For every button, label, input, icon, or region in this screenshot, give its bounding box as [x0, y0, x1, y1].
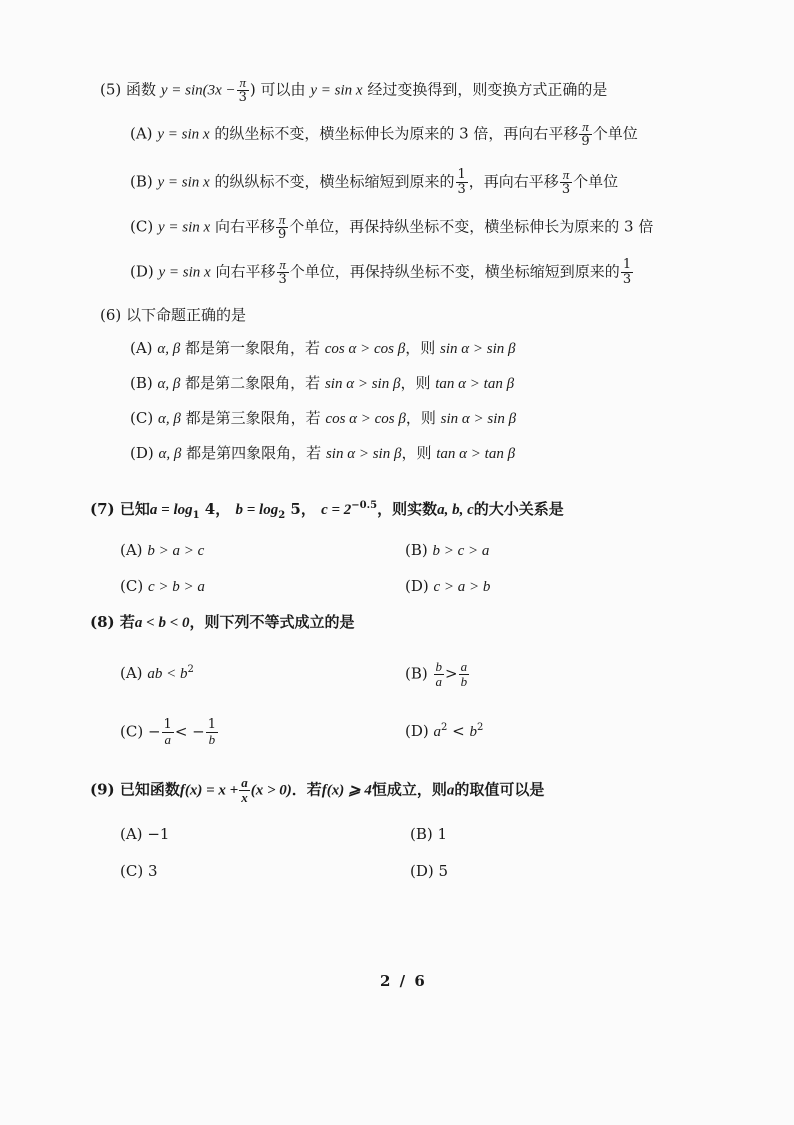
fraction [162, 718, 174, 747]
formula: y = sin x [310, 82, 363, 99]
fraction-denominator: 9 [277, 227, 287, 242]
fraction-numerator: 1 [163, 717, 172, 732]
question-9-stem [90, 776, 544, 805]
option-value: 3 [147, 862, 158, 880]
formula: sin α > sin β [325, 446, 402, 462]
fraction [277, 258, 289, 287]
formula: α, β [157, 376, 181, 392]
fraction-denominator: 3 [561, 182, 571, 197]
option-text: 的纵坐标不变，横坐标伸长为原来的 3 倍，再向右平移 [214, 124, 579, 143]
option-text: 都是第二象限角，若 [185, 374, 321, 392]
question-number: (5) [100, 80, 122, 99]
fraction-denominator: a [435, 674, 443, 689]
fraction [434, 660, 445, 689]
fraction [237, 76, 249, 105]
exponent: 2 [441, 722, 448, 733]
formula: a [446, 782, 455, 799]
option-text: ，则 [405, 339, 436, 357]
formula: a, b, c [437, 502, 474, 518]
option-label: (B) [405, 664, 428, 683]
option-label: (C) [120, 862, 144, 880]
option-label: (B) [130, 374, 153, 392]
formula: ab < b [147, 666, 188, 682]
fraction [239, 776, 250, 805]
fraction-denominator: 9 [581, 134, 590, 149]
option-text: 都是第四象限角，若 [186, 444, 322, 462]
page-number: 2 / 6 [380, 972, 427, 990]
formula: (x > 0) [250, 782, 292, 799]
option-label: (A) [120, 541, 143, 559]
fraction [276, 213, 288, 242]
option-label: (C) [120, 577, 144, 595]
option-text: 个单位 [592, 124, 638, 143]
fraction [621, 258, 633, 287]
formula: tan α > tan β [435, 376, 515, 392]
question-5-stem [100, 76, 607, 105]
exponent: 2 [187, 664, 194, 675]
stem-text: ，则实数 [377, 500, 438, 518]
exponent: −0.5 [351, 500, 378, 511]
question-number: (8) [90, 613, 115, 631]
option-text: 个单位 [573, 172, 619, 191]
stem-text: 恒成立，则 [371, 780, 447, 799]
stem-text: 已知 [119, 500, 150, 518]
formula: sin α > sin β [440, 341, 516, 357]
option-label: (D) [410, 862, 434, 880]
option-text: 个单位，再保持纵坐标不变，横坐标缩短到原来的 [289, 262, 620, 281]
fraction-denominator: x [241, 790, 248, 805]
fraction-numerator: 1 [622, 257, 632, 272]
option-label: (A) [130, 124, 153, 143]
option-label: (B) [405, 541, 428, 559]
formula: f(x) = x + [179, 782, 239, 799]
formula: b = log [235, 502, 279, 518]
question-7-option-d [405, 576, 490, 597]
option-text: 都是第三象限角，若 [185, 409, 321, 427]
option-text: ，则 [401, 444, 432, 462]
question-9-option-d [410, 861, 448, 881]
operator: < [447, 722, 470, 740]
fraction [456, 168, 468, 197]
option-label: (D) [405, 577, 429, 595]
formula: sin α > sin β [324, 376, 401, 392]
question-9-option-b [410, 824, 447, 844]
stem-text: ， [215, 500, 236, 518]
formula: f(x) ⩾ 4 [321, 782, 372, 799]
fraction-numerator: 1 [207, 717, 217, 732]
formula: 4 [199, 500, 216, 518]
formula: α, β [157, 341, 181, 357]
question-5-option-b [130, 168, 618, 197]
stem-text: ．若 [291, 780, 322, 799]
stem-text: ) 可以由 [249, 80, 306, 99]
formula: b > a > c [147, 543, 205, 559]
option-text: ，再向右平移 [468, 172, 559, 191]
question-6-option-d [130, 443, 515, 464]
question-7-option-a [120, 540, 204, 561]
question-6-stem [100, 305, 246, 325]
fraction-denominator: a [164, 732, 171, 747]
question-9-option-c [120, 861, 158, 881]
formula: y = sin(3x − [160, 82, 236, 99]
formula: y = sin x [157, 219, 211, 236]
stem-text: 若 [119, 613, 135, 631]
formula: c = 2 [321, 502, 352, 518]
formula: y = sin x [157, 174, 210, 191]
option-label: (D) [130, 444, 154, 462]
formula: α, β [158, 446, 182, 462]
formula: 5 [285, 500, 301, 518]
option-label: (D) [405, 722, 429, 740]
formula: sin α > sin β [440, 411, 517, 427]
fraction-numerator: π [560, 168, 572, 183]
option-label: (C) [130, 409, 154, 427]
question-number: (9) [90, 780, 115, 799]
stem-text: ， [300, 500, 322, 518]
question-7-stem [90, 496, 564, 526]
question-8-option-c [120, 718, 219, 747]
stem-text: 的取值可以是 [454, 780, 545, 799]
option-label: (A) [130, 339, 153, 357]
exponent: 2 [477, 722, 484, 733]
formula: cos α > cos β [324, 341, 406, 357]
option-text: ，则 [400, 374, 431, 392]
formula: b > c > a [432, 543, 490, 559]
option-label: (B) [130, 172, 153, 191]
formula: y = sin x [158, 264, 211, 281]
question-6-option-c [130, 408, 516, 429]
fraction [579, 120, 591, 149]
fraction-numerator: a [241, 775, 248, 790]
formula: a = log [149, 502, 193, 518]
question-6-option-a [130, 338, 516, 359]
stem-text: 已知函数 [119, 780, 180, 799]
question-6-option-b [130, 373, 514, 394]
option-text: 的纵纵标不变，横坐标缩短到原来的 [214, 172, 455, 191]
formula: a [433, 724, 442, 740]
question-8-option-d [405, 718, 483, 742]
fraction-numerator: b [435, 659, 443, 674]
fraction-numerator: π [276, 213, 288, 228]
question-5-option-c [130, 213, 653, 242]
stem-text: ，则下列不等式成立的是 [189, 613, 355, 631]
option-label: (C) [120, 722, 144, 741]
option-label: (A) [120, 664, 143, 682]
option-text: 都是第一象限角，若 [184, 339, 320, 357]
option-text: 个单位，再保持纵坐标不变，横坐标伸长为原来的 3 倍 [289, 217, 654, 236]
formula: y = sin x [157, 126, 210, 143]
fraction-denominator: 3 [278, 272, 287, 287]
formula: α, β [157, 411, 181, 427]
fraction-denominator: 3 [457, 182, 466, 197]
option-text: 向右平移 [214, 217, 275, 236]
question-number: (6) [100, 306, 122, 324]
option-value: 5 [438, 862, 449, 880]
fraction-numerator: a [460, 659, 468, 674]
option-text: ，则 [405, 409, 436, 427]
option-value: −1 [147, 825, 170, 843]
fraction-denominator: 3 [622, 272, 632, 287]
fraction-numerator: π [237, 76, 249, 91]
fraction-numerator: π [579, 120, 591, 135]
formula: a < b < 0 [134, 615, 190, 631]
stem-text: 以下命题正确的是 [126, 306, 247, 324]
fraction-numerator: π [277, 258, 289, 273]
option-text: 向右平移 [215, 262, 276, 281]
question-8-stem [90, 612, 355, 633]
log-base: 1 [192, 510, 200, 521]
stem-text: 的大小关系是 [473, 500, 564, 518]
question-7-option-b [405, 540, 489, 561]
fraction-denominator: 3 [238, 90, 247, 105]
option-label: (B) [410, 825, 433, 843]
stem-text: 函数 [126, 80, 157, 99]
question-8-option-a [120, 660, 194, 684]
option-value: 1 [437, 825, 448, 843]
log-base: 2 [278, 510, 286, 521]
operator: − [147, 722, 161, 741]
option-label: (D) [130, 262, 154, 281]
question-7-option-c [120, 576, 205, 597]
fraction [206, 718, 218, 747]
formula: b [469, 724, 477, 740]
formula: c > b > a [147, 579, 205, 595]
formula: c > a > b [433, 579, 491, 595]
question-9-option-a [120, 824, 169, 844]
stem-text: 经过变换得到，则变换方式正确的是 [367, 80, 608, 99]
fraction-numerator: 1 [457, 167, 466, 182]
operator: > [445, 664, 458, 683]
fraction-denominator: b [208, 732, 216, 747]
question-5-option-a [130, 120, 638, 149]
question-number: (7) [90, 500, 115, 518]
fraction [459, 660, 470, 689]
question-5-option-d [130, 258, 634, 287]
question-8-option-b [405, 660, 470, 689]
formula: cos α > cos β [325, 411, 406, 427]
formula: tan α > tan β [436, 446, 516, 462]
fraction-denominator: b [460, 674, 468, 689]
operator: < − [174, 722, 205, 741]
fraction [560, 168, 572, 197]
option-label: (A) [120, 825, 143, 843]
option-label: (C) [130, 217, 154, 236]
